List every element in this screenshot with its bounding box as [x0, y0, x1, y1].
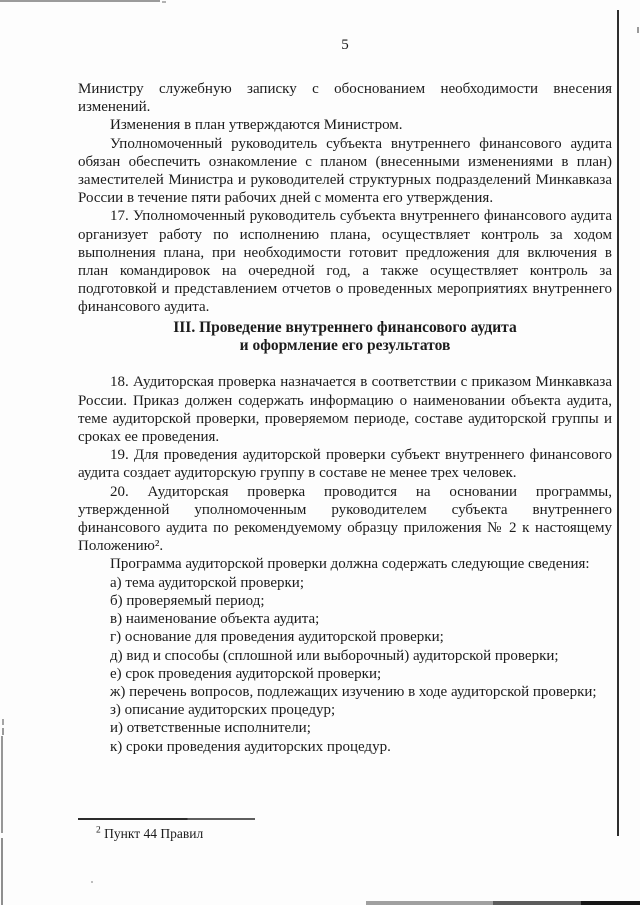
paragraph: Программа аудиторской проверки должна содержать следующие сведения:: [110, 556, 590, 573]
scan-artifact-top-line: [0, 0, 160, 2]
scan-artifact-left-line: [1, 736, 3, 833]
paragraph: 18. Аудиторская проверка назначается в соответствии с приказом Минкавказа России. Приказ должен содержать информацию о наименовании объекта аудита, теме аудиторской проверки, проверяемом периоде, составе аудиторской группы и сроках ее проведения.: [78, 374, 612, 446]
scan-artifact-bottom-bar: [581, 901, 640, 905]
footnote-text-label: Пункт 44 Правил: [104, 826, 204, 841]
list-item: в) наименование объекта аудита;: [110, 611, 320, 628]
footnote-text: [78, 826, 398, 842]
section-heading-line1: III. Проведение внутреннего финансового аудита: [173, 318, 517, 336]
list-item: б) проверяемый период;: [110, 592, 265, 609]
list-item: г) основание для проведения аудиторской проверки;: [110, 629, 444, 646]
list-item: д) вид и способы (сплошной или выборочный) аудиторской проверки;: [110, 647, 559, 664]
list-item: е) срок проведения аудиторской проверки;: [110, 665, 382, 682]
paragraph: 19. Для проведения аудиторской проверки субъект внутреннего финансового аудита создает аудиторскую группу в составе не менее трех человек.: [78, 447, 612, 482]
document-content: [78, 80, 612, 756]
scan-artifact-left-line: [1, 838, 3, 905]
list-item: ж) перечень вопросов, подлежащих изучению в ходе аудиторской проверки;: [110, 683, 597, 700]
scan-artifact-right-line: [617, 10, 619, 836]
scan-artifact-right-speck: [637, 27, 639, 33]
footnote: [78, 818, 398, 842]
page-number: 5: [341, 37, 349, 53]
paragraph: 17. Уполномоченный руководитель субъекта внутреннего финансового аудита организует работу по исполнению плана, осуществляет контроль за ходом выполнения плана, при необходимости готовит предложения для включения в план командировок на очередной год, а также осуществляет контроль за подготовкой и представлением отчетов о проведенных мероприятиях внутреннего финансового аудита.: [78, 208, 612, 316]
paragraph: 20. Аудиторская проверка проводится на основании программы, утвержденной уполномоченным руководителем субъекта внутреннего финансового аудита по рекомендуемому образцу приложения № 2 к настоящему Положению².: [78, 483, 612, 555]
list-item: а) тема аудиторской проверки;: [110, 574, 305, 591]
scan-artifact-bottom-bar: [366, 901, 493, 905]
footnote-separator: [78, 818, 255, 820]
paragraph: Изменения в план утверждаются Министром.: [110, 117, 403, 134]
scan-artifact-speck: [91, 881, 93, 883]
section-heading: [78, 319, 612, 356]
paragraph: Уполномоченный руководитель субъекта внутреннего финансового аудита обязан обеспечить ознакомление с планом (внесенными изменениями в план) заместителей Министра и руководителей структурных подразделений Минкавказа России в течение пяти рабочих дней с момента его утверждения.: [78, 135, 612, 207]
paragraph: Министру служебную записку с обоснованием необходимости внесения изменений.: [78, 81, 612, 116]
scan-artifact-left-dash: [2, 728, 4, 735]
scan-artifact-left-dash: [2, 719, 4, 725]
list-item: з) описание аудиторских процедур;: [110, 702, 336, 719]
scan-artifact-top-dot: [162, 1, 166, 3]
list-item: к) сроки проведения аудиторских процедур.: [110, 738, 391, 755]
scan-artifact-bottom-bar: [493, 901, 581, 905]
list-item: и) ответственные исполнители;: [110, 720, 311, 737]
footnote-marker: 2: [96, 825, 101, 836]
section-heading-line2: и оформление его результатов: [239, 337, 451, 355]
